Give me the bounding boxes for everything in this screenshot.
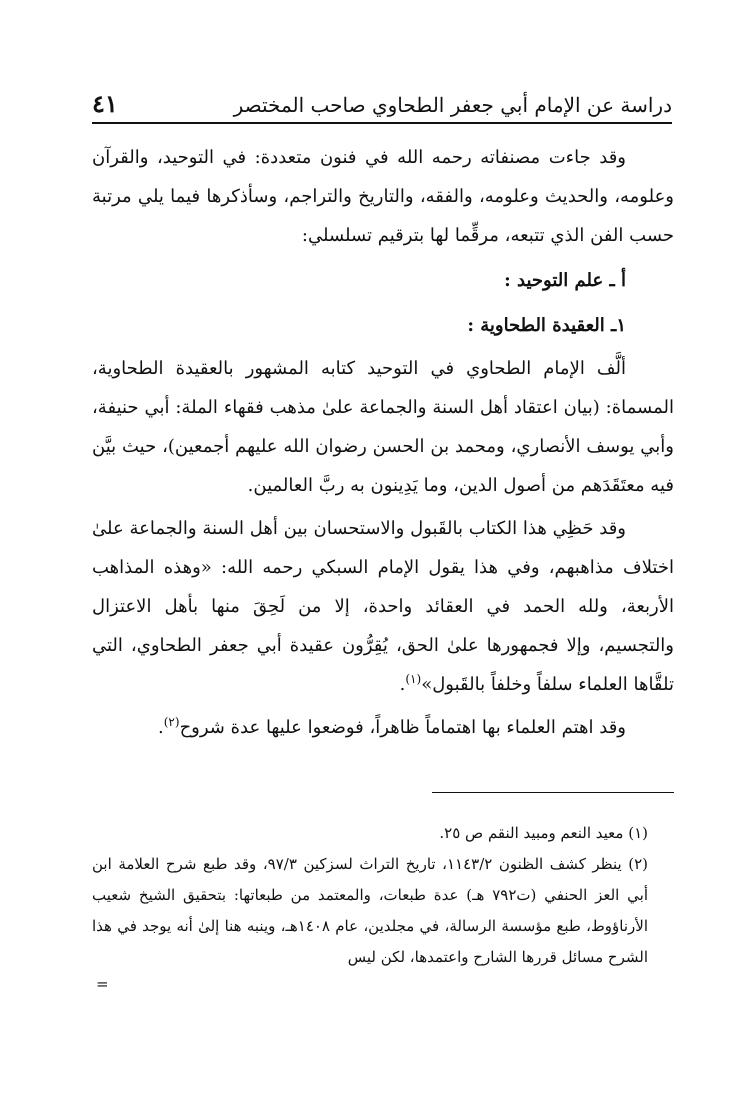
commentaries-text: وقد اهتم العلماء بها اهتماماً ظاهراً، فوضعوا عليها عدة شروح: [179, 717, 626, 738]
main-text: [92, 138, 674, 747]
footnote-2: (٢) ينظر كشف الظنون ١١٤٣/٢، تاريخ التراث لسزكين ٩٧/٣، وقد طبع شرح العلامة ابن أبي العز الحنفي (ت٧٩٢ هـ) عدة طبعات، والمعتمد من طبعاتها: بتحقيق الشيخ شعيب الأرناؤوط، طبع مؤسسة الرسالة، في مجلدين، عام ١٤٠٨هـ، وينبه هنا إلىٰ أنه يوجد في هذا الشرح مسائل قررها الشارح واعتمدها، لكن ليس: [92, 855, 649, 966]
footnotes: [92, 818, 674, 995]
running-title: دراسة عن الإمام أبي جعفر الطحاوي صاحب المختصر: [233, 93, 672, 117]
footnote-ref-1[interactable]: (١): [405, 672, 422, 686]
running-header: [92, 84, 672, 118]
commentaries-paragraph: [92, 708, 674, 747]
intro-paragraph: وقد جاءت مصنفاته رحمه الله في فنون متعددة: في التوحيد، والقرآن وعلومه، والحديث وعلومه، والفقه، والتاريخ والتراجم، وسأذكرها فيما يلي مرتبة حسب الفن الذي تتبعه، مرقِّما لها بترقيم تسلسلي:: [92, 147, 674, 246]
footnote-ref-2[interactable]: (٢): [163, 715, 180, 729]
sentence-end: .: [158, 717, 164, 738]
footnote-1: (١) معيد النعم ومبيد النقم ص ٢٥.: [439, 824, 648, 842]
section-heading: أ ـ علم التوحيد :: [504, 270, 626, 291]
continuation-mark: =: [96, 975, 109, 993]
footnote-divider: [432, 792, 674, 793]
reception-text: وقد حَظِي هذا الكتاب بالقَبول والاستحسان بين أهل السنة والجماعة علىٰ اختلاف مذاهبهم، وفي هذا يقول الإمام السبكي رحمه الله: «وهذه المذاهب الأربعة، ولله الحمد في العقائد واحدة، إلا من لَحِقَ منها بأهل الاعتزال والتجسيم، وإلا فجمهورها علىٰ الحق، يُقِرُّون عقيدة أبي جعفر الطحاوي، التي تلقَّاها العلماء سلفاً وخلفاً بالقَبول»: [92, 518, 674, 695]
reception-paragraph: [92, 509, 674, 704]
aqida-paragraph: ألَّف الإمام الطحاوي في التوحيد كتابه المشهور بالعقيدة الطحاوية، المسماة: (بيان اعتقاد أهل السنة والجماعة علىٰ مذهب فقهاء الملة: أبي حنيفة، وأبي يوسف الأنصاري، ومحمد بن الحسن رضوان الله عليهم أجمعين)، حيث بيَّن فيه معتَقَدَهم من أصول الدين، وما يَدِينون به ربَّ العالمين.: [92, 358, 674, 496]
subsection-heading: ١ـ العقيدة الطحاوية :: [467, 315, 626, 336]
sentence-end: .: [399, 674, 406, 695]
page-number: ٤١: [92, 89, 118, 118]
header-divider: [92, 122, 672, 124]
